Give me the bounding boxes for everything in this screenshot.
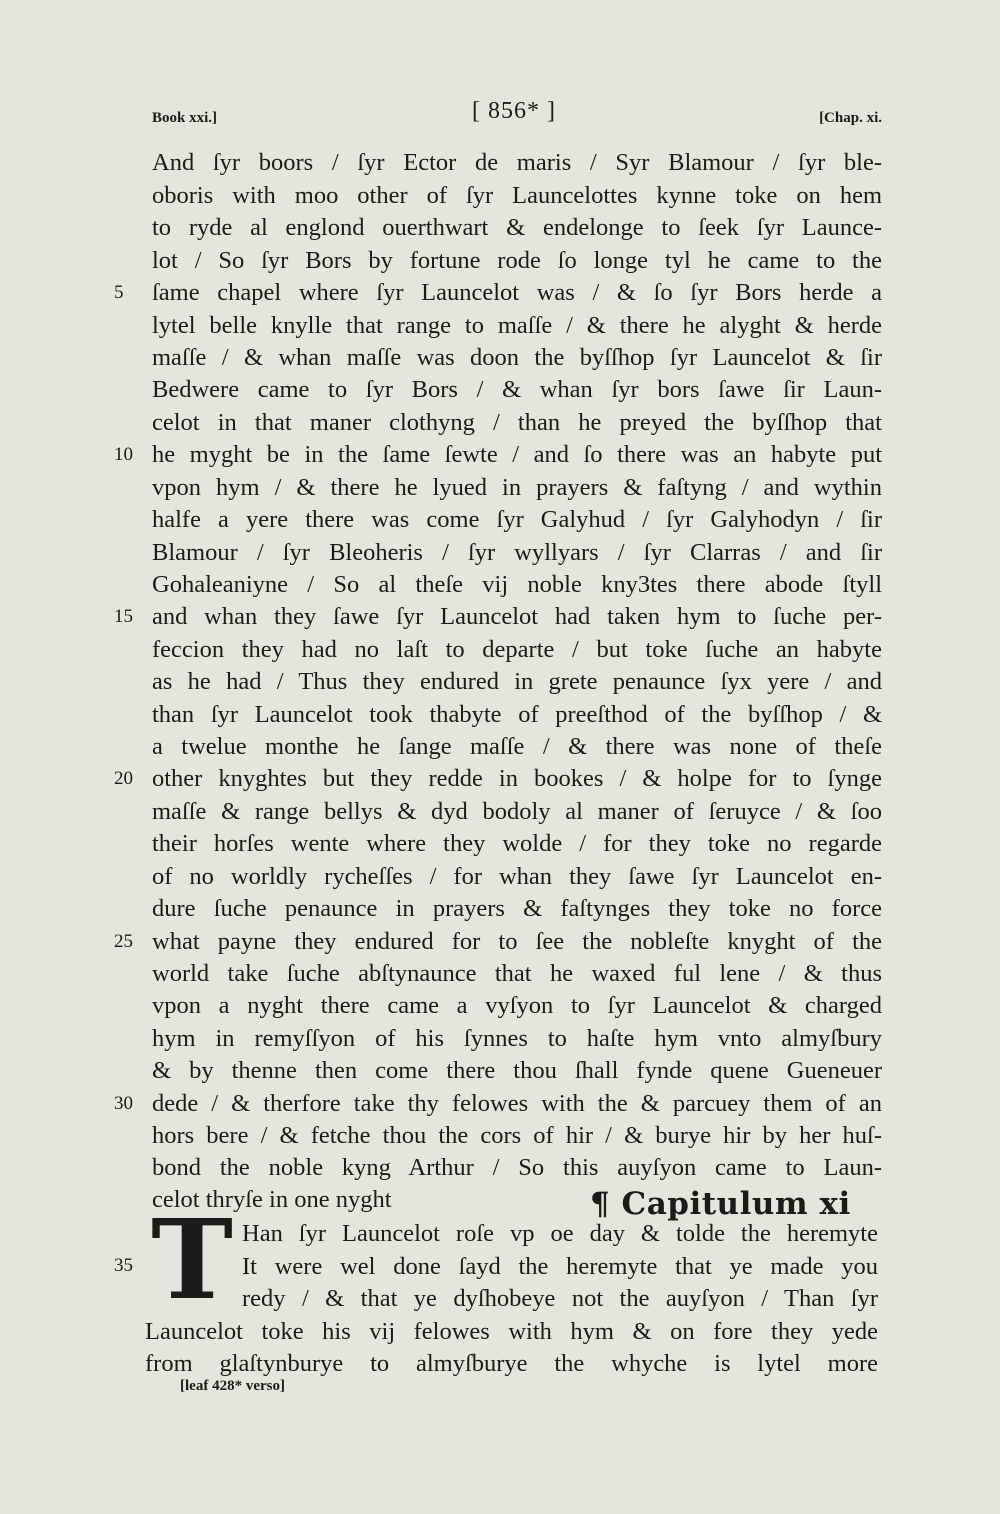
text-line: bond the noble kyng Arthur / So this auyſyon came to Laun-: [152, 1154, 882, 1181]
text-line: world take ſuche abſtynaunce that he waxed ful lene / & thus: [152, 960, 882, 987]
chapter-number: [Chap. xi.: [819, 110, 882, 126]
text-line: vpon hym / & there he lyued in prayers & faſtyng / and wythin: [152, 474, 882, 501]
text-line: It were wel done ſayd the heremyte that ye made you: [242, 1253, 878, 1280]
text-line: from glaſtynburye to almyſburye the whyche is lytel more: [145, 1350, 878, 1377]
line-number: 30: [114, 1093, 133, 1114]
text-line: Gohaleaniyne / So al theſe vij noble kny3tes there abode ſtyll: [152, 571, 882, 598]
page-header: [152, 98, 882, 138]
page-number: [ 856* ]: [472, 98, 556, 124]
text-line: maſſe / & whan maſſe was doon the byſſhop ſyr Launcelot & ſir: [152, 344, 882, 371]
text-line: hym in remyſſyon of his ſynnes to haſte hym vnto almyſbury: [152, 1025, 882, 1052]
leaf-note: [leaf 428* verso]: [180, 1378, 285, 1394]
text-line: dure ſuche penaunce in prayers & faſtynges they toke no force: [152, 895, 882, 922]
line-number: 15: [114, 606, 133, 627]
text-line: And ſyr boors / ſyr Ector de maris / Syr Blamour / ſyr ble-: [152, 149, 882, 176]
text-line: ſame chapel where ſyr Launcelot was / & ſo ſyr Bors herde a: [152, 279, 882, 306]
book-number: Book xxi.]: [152, 110, 218, 126]
text-line: as he had / Thus they endured in grete penaunce ſyx yere / and: [152, 668, 882, 695]
text-line: other knyghtes but they redde in bookes / & holpe for to ſynge: [152, 765, 882, 792]
text-line: what payne they endured for to ſee the nobleſte knyght of the: [152, 928, 882, 955]
text-line: celot thryſe in one nyght: [152, 1186, 392, 1213]
text-line: Launcelot toke his vij felowes with hym & on fore they yede: [145, 1318, 878, 1345]
text-line: a twelue monthe he ſange maſſe / & there was none of theſe: [152, 733, 882, 760]
text-line: celot in that maner clothyng / than he preyed the byſſhop that: [152, 409, 882, 436]
text-line: halfe a yere there was come ſyr Galyhud / ſyr Galyhodyn / ſir: [152, 506, 882, 533]
text-line: their horſes wente where they wolde / for they toke no regarde: [152, 830, 882, 857]
text-line: oboris with moo other of ſyr Launcelottes kynne toke on hem: [152, 182, 882, 209]
chapter-heading: ¶ Capitulum xi: [590, 1186, 851, 1222]
text-line: and whan they ſawe ſyr Launcelot had taken hym to ſuche per-: [152, 603, 882, 630]
text-line: than ſyr Launcelot took thabyte of preeſthod of the byſſhop / &: [152, 701, 882, 728]
text-line: of no worldly rycheſſes / for whan they ſawe ſyr Launcelot en-: [152, 863, 882, 890]
text-line: to ryde al englond ouerthwart & endelonge to ſeek ſyr Launce-: [152, 214, 882, 241]
line-number: 20: [114, 768, 133, 789]
text-line: hors bere / & fetche thou the cors of hir / & burye hir by her huſ-: [152, 1122, 882, 1149]
text-line: Blamour / ſyr Bleoheris / ſyr wyllyars / ſyr Clarras / and ſir: [152, 539, 882, 566]
line-number: 5: [114, 282, 124, 303]
text-line: lot / So ſyr Bors by fortune rode ſo longe tyl he came to the: [152, 247, 882, 274]
text-line: feccion they had no laſt to departe / but toke ſuche an habyte: [152, 636, 882, 663]
line-number: 10: [114, 444, 133, 465]
drop-cap-initial: T: [151, 1195, 233, 1324]
line-number: 25: [114, 931, 133, 952]
text-line: he myght be in the ſame ſewte / and ſo there was an habyte put: [152, 441, 882, 468]
text-line: redy / & that ye dyſhobeye not the auyſyon / Than ſyr: [242, 1285, 878, 1312]
text-line: vpon a nyght there came a vyſyon to ſyr Launcelot & charged: [152, 992, 882, 1019]
text-line: maſſe & range bellys & dyd bodoly al maner of ſeruyce / & ſoo: [152, 798, 882, 825]
line-number: 35: [114, 1255, 133, 1276]
text-line: lytel belle knylle that range to maſſe / & there he alyght & herde: [152, 312, 882, 339]
text-line: & by thenne then come there thou ſhall fynde quene Gueneuer: [152, 1057, 882, 1084]
text-line: Han ſyr Launcelot roſe vp oe day & tolde the heremyte: [242, 1220, 878, 1247]
text-line: Bedwere came to ſyr Bors / & whan ſyr bors ſawe ſir Laun-: [152, 376, 882, 403]
text-line: dede / & therfore take thy felowes with the & parcuey them of an: [152, 1090, 882, 1117]
